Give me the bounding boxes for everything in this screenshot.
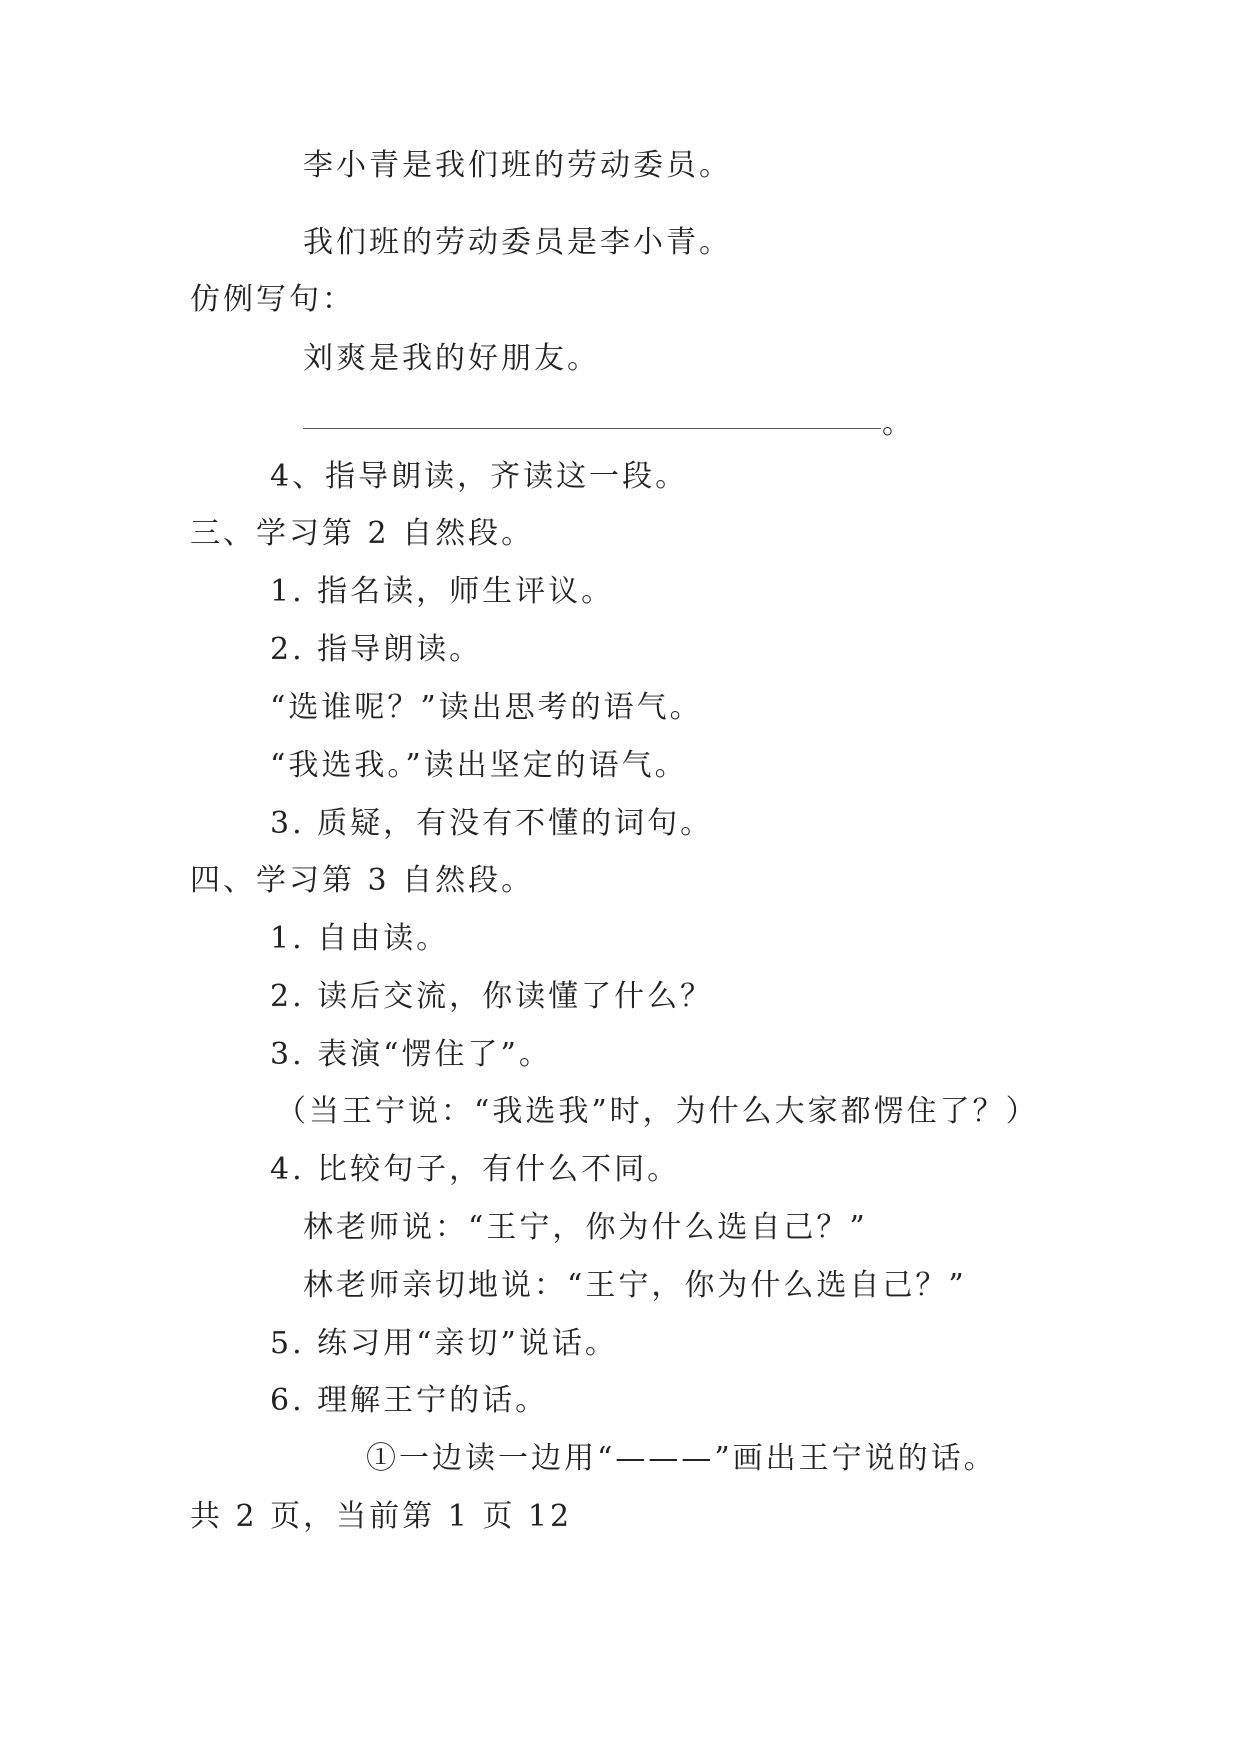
section-3-quote-1: “选谁呢？”读出思考的语气。 — [270, 690, 703, 725]
compare-sentence-1: 林老师说：“王宁，你为什么选自己？” — [303, 1210, 868, 1245]
example-sentence-1: 李小青是我们班的劳动委员。 — [303, 148, 732, 183]
section-3-step-3: 3. 质疑，有没有不懂的词句。 — [270, 806, 714, 841]
section-3-step-1: 1. 指名读，师生评议。 — [270, 574, 615, 609]
section-4-step-3: 3. 表演“愣住了”。 — [270, 1037, 552, 1072]
exercise-sentence: 刘爽是我的好朋友。 — [303, 341, 600, 376]
section-3-heading: 三、学习第 2 自然段。 — [190, 516, 535, 551]
section-4-substep-1: ①一边读一边用“———”画出王宁说的话。 — [366, 1441, 997, 1476]
section-4-question: （当王宁说：“我选我”时，为什么大家都愣住了？） — [276, 1094, 1039, 1129]
section-4-step-6: 6. 理解王宁的话。 — [270, 1383, 549, 1418]
section-4-step-5: 5. 练习用“亲切”说话。 — [270, 1326, 618, 1361]
section-4-step-2: 2. 读后交流，你读懂了什么？ — [270, 979, 714, 1014]
step-4-read-aloud: 4、指导朗读，齐读这一段。 — [270, 459, 689, 494]
exercise-heading: 仿例写句： — [190, 282, 355, 317]
page-footer: 共 2 页，当前第 1 页 12 — [190, 1499, 573, 1534]
section-4-heading: 四、学习第 3 自然段。 — [190, 863, 535, 898]
section-4-step-4: 4. 比较句子，有什么不同。 — [270, 1152, 681, 1187]
fill-in-blank — [303, 428, 881, 429]
section-3-quote-2: “我选我。”读出坚定的语气。 — [270, 748, 688, 783]
fill-in-blank-period: 。 — [882, 406, 912, 441]
section-3-step-2: 2. 指导朗读。 — [270, 632, 483, 667]
compare-sentence-2: 林老师亲切地说：“王宁，你为什么选自己？” — [303, 1268, 967, 1303]
section-4-step-1: 1. 自由读。 — [270, 921, 450, 956]
example-sentence-2: 我们班的劳动委员是李小青。 — [303, 225, 732, 260]
